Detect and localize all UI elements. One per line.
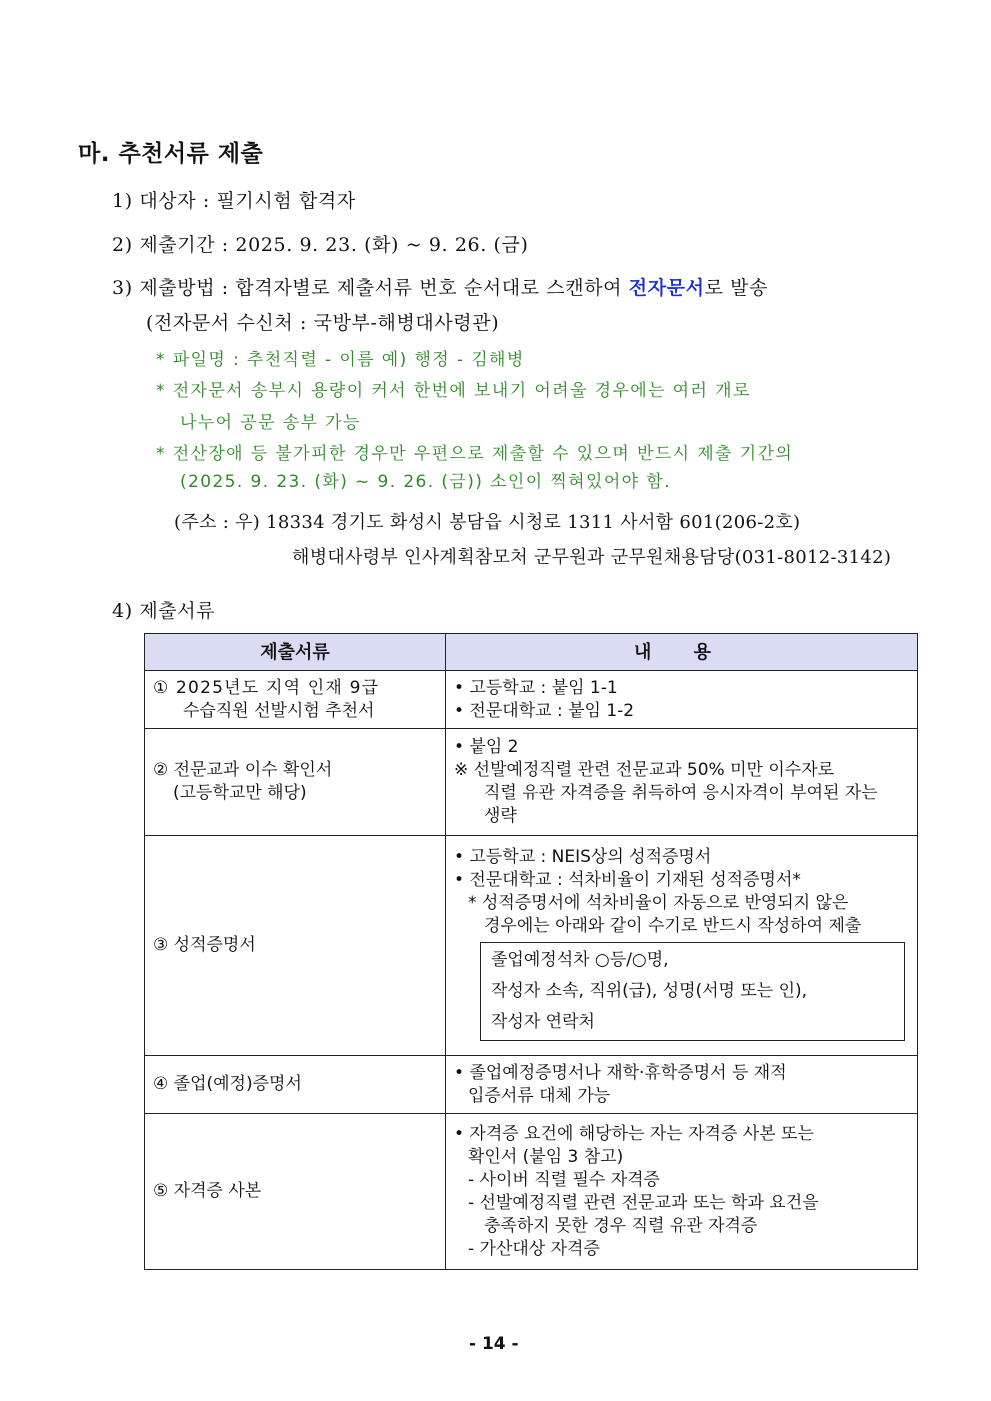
method-prefix: 3) 제출방법 : 합격자별로 제출서류 번호 순서대로 스캔하여 — [112, 277, 629, 299]
method-highlight: 전자문서 — [628, 277, 705, 299]
note-filename: * 파일명 : 추천직렬 - 이름 예) 행정 - 김해병 — [156, 350, 525, 370]
table-header-row — [145, 634, 918, 671]
item-method — [112, 273, 768, 300]
content-line: • 붙임 2 — [454, 737, 519, 757]
doc-line: ③ 성적증명서 — [153, 935, 256, 955]
header-contents: 내 용 — [446, 634, 918, 671]
submission-documents-table — [144, 633, 918, 1270]
doc-line: ② 전문교과 이수 확인서 — [153, 760, 333, 780]
box-line: 작성자 소속, 직위(급), 성명(서명 또는 인), — [491, 981, 808, 1001]
method-recipient: (전자문서 수신처 : 국방부-해병대사령관) — [146, 312, 500, 334]
content-line: • 고등학교 : 붙임 1-1 — [454, 677, 618, 698]
doc-cell — [145, 1114, 446, 1270]
content-line: 경우에는 아래와 같이 수기로 반드시 작성하여 제출 — [484, 916, 862, 936]
content-line: * 성적증명서에 석차비율이 자동으로 반영되지 않은 — [468, 893, 849, 913]
doc-line: (고등학교만 해당) — [173, 783, 307, 803]
content-cell — [446, 729, 918, 836]
table-row — [145, 1056, 918, 1114]
doc-cell — [145, 836, 446, 1056]
content-cell — [446, 671, 918, 729]
doc-cell — [145, 671, 446, 729]
address-line2: 해병대사령부 인사계획참모처 군무원과 군무원채용담당(031-8012-3142) — [292, 547, 892, 568]
doc-line: ① 2025년도 지역 인재 9급 — [153, 677, 380, 698]
content-line: 직렬 유관 자격증을 취득하여 응시자격이 부여된 자는 — [484, 783, 878, 803]
section-title: 마. 추천서류 제출 — [78, 141, 264, 167]
content-cell — [446, 836, 918, 1056]
content-line: - 사이버 직렬 필수 자격증 — [468, 1169, 660, 1190]
table-row — [145, 671, 918, 729]
note-mail-line2: (2025. 9. 23. (화) ~ 9. 26. (금)) 소인이 찍혀있어야 함. — [180, 472, 671, 492]
doc-line: ④ 졸업(예정)증명서 — [153, 1074, 302, 1094]
table-row — [145, 729, 918, 836]
doc-cell — [145, 1056, 446, 1114]
content-line: - 가산대상 자격증 — [468, 1238, 600, 1259]
table-row — [145, 1114, 918, 1270]
docs-label: 4) 제출서류 — [112, 600, 216, 622]
note-mail-line1: * 전산장애 등 불가피한 경우만 우편으로 제출할 수 있으며 반드시 제출 기간의 — [156, 444, 794, 464]
content-line: • 고등학교 : NEIS상의 성적증명서 — [454, 847, 712, 867]
content-line: ※ 선발예정직렬 관련 전문교과 50% 미만 이수자로 — [454, 760, 835, 780]
content-cell — [446, 1114, 918, 1270]
content-line: 충족하지 못한 경우 직렬 유관 자격증 — [484, 1215, 758, 1236]
content-line: - 선발예정직렬 관련 전문교과 또는 학과 요건을 — [468, 1192, 819, 1213]
handwritten-rank-box — [480, 942, 905, 1041]
note-split-line2: 나누어 공문 송부 가능 — [180, 413, 361, 433]
item-target: 1) 대상자 : 필기시험 합격자 — [112, 190, 356, 212]
doc-cell — [145, 729, 446, 836]
content-line: 입증서류 대체 가능 — [468, 1085, 611, 1106]
content-cell — [446, 1056, 918, 1114]
address-line1: (주소 : 우) 18334 경기도 화성시 봉담읍 시청로 1311 사서함 601(206-2호) — [174, 512, 801, 533]
content-line: • 자격증 요건에 해당하는 자는 자격증 사본 또는 — [454, 1123, 814, 1144]
content-line: 확인서 (붙임 3 참고) — [468, 1146, 624, 1167]
item-period: 2) 제출기간 : 2025. 9. 23. (화) ~ 9. 26. (금) — [112, 234, 529, 256]
table-row — [145, 836, 918, 1056]
content-line: • 졸업예정증명서나 재학·휴학증명서 등 재적 — [454, 1062, 787, 1083]
doc-line: ⑤ 자격증 사본 — [153, 1181, 262, 1201]
content-line: • 전문대학교 : 석차비율이 기재된 성적증명서* — [454, 870, 801, 890]
box-line: 졸업예정석차 ○등/○명, — [491, 950, 669, 970]
header-documents: 제출서류 — [145, 634, 446, 671]
note-split-line1: * 전자문서 송부시 용량이 커서 한번에 보내기 어려울 경우에는 여러 개로 — [156, 381, 751, 401]
box-line: 작성자 연락처 — [491, 1012, 595, 1032]
content-line: • 전문대학교 : 붙임 1-2 — [454, 700, 635, 721]
doc-line: 수습직원 선발시험 추천서 — [183, 700, 375, 721]
method-suffix: 로 발송 — [704, 277, 769, 299]
page-number: - 14 - — [469, 1334, 519, 1354]
content-line: 생략 — [484, 806, 517, 826]
